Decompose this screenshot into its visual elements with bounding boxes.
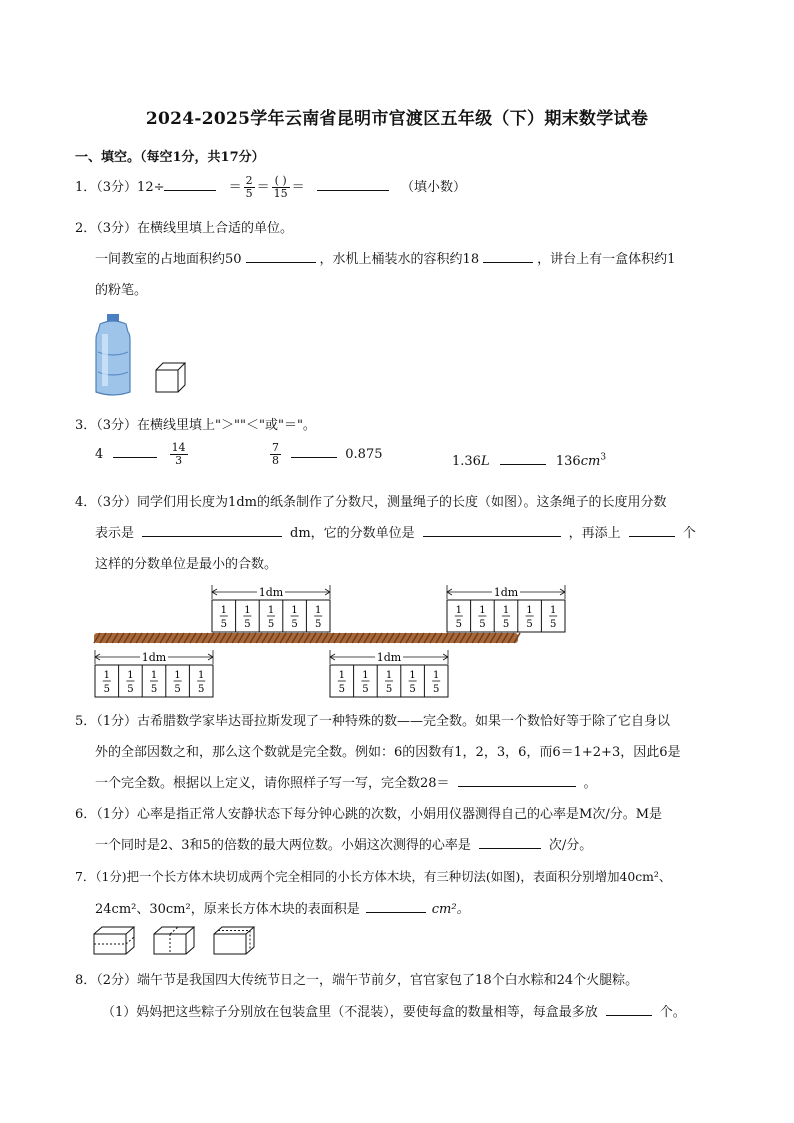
q7-text: 24cm²、30cm²，原来长方体木块的表面积是: [95, 902, 360, 917]
fraction-numerator: 1: [267, 605, 275, 616]
fraction-denominator: 5: [315, 619, 322, 630]
superscript: 3: [600, 452, 607, 463]
fraction-numerator: 1: [127, 670, 134, 681]
q5-text: 一个完全数。根据以上定义，请你照样子写一写，完全数28＝: [95, 776, 450, 791]
answer-blank[interactable]: [483, 248, 533, 263]
question-7-line1: 7．（1分)把一个长方体木块切成两个完全相同的小长方体木块，有三种切法(如图)，表面积分别增加40cm²、: [75, 869, 672, 884]
q4-text: ，再添上: [568, 526, 621, 541]
fraction-numerator: 1: [174, 670, 181, 681]
fraction-numerator: 1: [198, 670, 205, 681]
fraction-numerator: 1: [526, 605, 533, 616]
fraction-denominator: 5: [220, 619, 227, 630]
ruler-label: 1dm: [258, 586, 284, 599]
question-5-line2: 外的全部因数之和，那么这个数就是完全数。例如：6的因数有1，2，3，6，而6＝1+2+3，因此6是: [95, 745, 681, 760]
fraction-numerator: 1: [220, 605, 227, 616]
answer-blank[interactable]: [500, 450, 546, 465]
page-title: 2024-2025学年云南省昆明市官渡区五年级（下）期末数学试卷: [145, 109, 649, 129]
q4-text: 表示是: [95, 526, 135, 541]
q3-value: 136: [555, 454, 581, 469]
q2-text: ，讲台上有一盒体积约1: [537, 252, 676, 267]
ruler-label: 1dm: [141, 651, 167, 664]
fraction-denominator: 5: [502, 619, 510, 630]
answer-blank[interactable]: [142, 522, 282, 537]
fraction-numerator: 1: [479, 605, 486, 616]
fraction-denominator: 5: [150, 684, 158, 695]
q3-value: 0.875: [345, 447, 383, 462]
cube-icon: [156, 363, 185, 392]
fraction: $\frac{14}{3}$: [171, 441, 186, 467]
answer-blank[interactable]: [458, 772, 576, 787]
fraction: $\frac{2}{5}$: [245, 174, 253, 200]
fraction-numerator: 1: [433, 670, 440, 681]
q5-text: 。: [583, 776, 597, 791]
fraction-denominator: 5: [433, 684, 440, 695]
unit: L: [480, 454, 490, 469]
equals-sign: ＝: [228, 180, 242, 195]
fraction-denominator: 5: [526, 619, 533, 630]
question-2-stem: 2．（3分）在横线里填上合适的单位。: [75, 221, 294, 236]
q2-text: 一间教室的占地面积约50: [95, 252, 242, 267]
fraction-numerator: 1: [150, 670, 158, 681]
question-2-line1: [95, 248, 675, 267]
question-4-line1: 4．（3分）同学们用长度为1dm的纸条制作了分数尺，测量绳子的长度（如图）。这条绳子的长度用分数: [75, 495, 667, 510]
q4-text: 个: [682, 526, 696, 541]
fraction-numerator: 1: [103, 670, 110, 681]
question-7-line2: [95, 898, 470, 917]
fraction-denominator: 5: [385, 684, 393, 695]
box-cut-depth-icon: [214, 927, 254, 954]
equals-sign: ＝: [256, 180, 270, 195]
question-8-sub1: [102, 1001, 686, 1020]
q8-text: （1）妈妈把这些粽子分别放在包装盒里（不混装），要使每盒的数量相等，每盒最多放: [102, 1005, 598, 1020]
fraction-denominator: 5: [550, 619, 557, 630]
question-2-line2: 的粉笔。: [95, 283, 148, 298]
q3-compare-a: [95, 442, 190, 467]
q7-text: cm²。: [431, 902, 470, 917]
cut-boxes-figure: [92, 924, 262, 958]
fraction-numerator: 1: [244, 605, 251, 616]
section-heading: 一、填空。（每空1分，共17分）: [75, 150, 265, 165]
fraction-denominator: 5: [127, 684, 134, 695]
fraction-denominator: 5: [409, 684, 416, 695]
q3-compare-b: [268, 442, 383, 467]
q3-compare-c: [452, 450, 606, 469]
q4-text: dm，它的分数单位是: [290, 526, 415, 541]
fraction-numerator: 1: [291, 605, 298, 616]
answer-blank[interactable]: [246, 248, 316, 263]
fraction-numerator: 1: [385, 670, 393, 681]
question-3-stem: 3．（3分）在横线里填上"＞""＜"或"＝"。: [75, 418, 316, 433]
fraction-denominator: 5: [198, 684, 205, 695]
fraction-denominator: 5: [244, 619, 251, 630]
question-5-line3: [95, 772, 597, 791]
equals-sign: ＝: [291, 180, 305, 195]
fraction-denominator: 5: [103, 684, 110, 695]
answer-blank[interactable]: [423, 522, 561, 537]
question-5-line1: 5．（1分）古希腊数学家毕达哥拉斯发现了一种特殊的数——完全数。如果一个数恰好等于除了它自身以: [75, 714, 671, 729]
answer-blank[interactable]: [479, 834, 541, 849]
unit: cm: [580, 454, 601, 469]
fraction-denominator: 5: [291, 619, 298, 630]
water-bottle-image: [90, 312, 190, 398]
q6-text: 一个同时是2、3和5的倍数的最大两位数。小娟这次测得的心率是: [95, 838, 471, 853]
fraction-denominator: 5: [267, 619, 275, 630]
fraction-numerator: 1: [315, 605, 322, 616]
fraction-numerator: 1: [502, 605, 510, 616]
answer-blank[interactable]: [629, 522, 675, 537]
fraction-numerator: 1: [455, 605, 462, 616]
answer-blank[interactable]: [606, 1001, 652, 1016]
question-4-line2: [95, 522, 696, 541]
q2-text: ，水机上桶装水的容积约18: [319, 252, 480, 267]
q3-value: 1.36: [452, 454, 481, 469]
fraction-denominator: 5: [338, 684, 345, 695]
question-8-stem: 8．（2分）端午节是我国四大传统节日之一，端午节前夕，官官家包了18个白水粽和24个火腿粽。: [75, 973, 639, 988]
fraction-denominator: 5: [479, 619, 486, 630]
answer-blank[interactable]: [366, 898, 426, 913]
rope-ruler-figure: [90, 580, 557, 700]
box-cut-vertical-icon: [154, 927, 194, 954]
answer-blank[interactable]: [164, 176, 216, 191]
q6-text: 次/分。: [548, 838, 593, 853]
question-6-line1: 6．（1分）心率是指正常人安静状态下每分钟心跳的次数，小娟用仪器测得自己的心率是M次/分。M是: [75, 807, 663, 822]
answer-blank[interactable]: [317, 176, 389, 191]
answer-blank[interactable]: [113, 443, 157, 458]
fraction-denominator: 5: [455, 619, 462, 630]
question-4-line3: 这样的分数单位是最小的合数。: [95, 557, 278, 572]
q3-value: 4: [95, 447, 104, 462]
question-1: [75, 175, 466, 200]
answer-blank[interactable]: [291, 443, 337, 458]
q8-text: 个。: [659, 1005, 686, 1020]
fraction: $\frac{( )}{15}$: [273, 174, 288, 200]
box-cut-horizontal-icon: [94, 927, 134, 954]
fraction-denominator: 5: [362, 684, 369, 695]
fraction-denominator: 5: [174, 684, 181, 695]
fraction-numerator: 1: [409, 670, 416, 681]
question-6-line2: [95, 834, 592, 853]
fraction: $\frac{7}{8}$: [272, 441, 279, 467]
fraction-numerator: 1: [362, 670, 369, 681]
fraction-numerator: 1: [550, 605, 557, 616]
ruler-label: 1dm: [376, 651, 402, 664]
q1-note: （填小数）: [400, 180, 466, 195]
fraction-numerator: 1: [338, 670, 345, 681]
ruler-label: 1dm: [493, 586, 519, 599]
q1-prefix: 1．（3分）12÷: [75, 180, 165, 195]
